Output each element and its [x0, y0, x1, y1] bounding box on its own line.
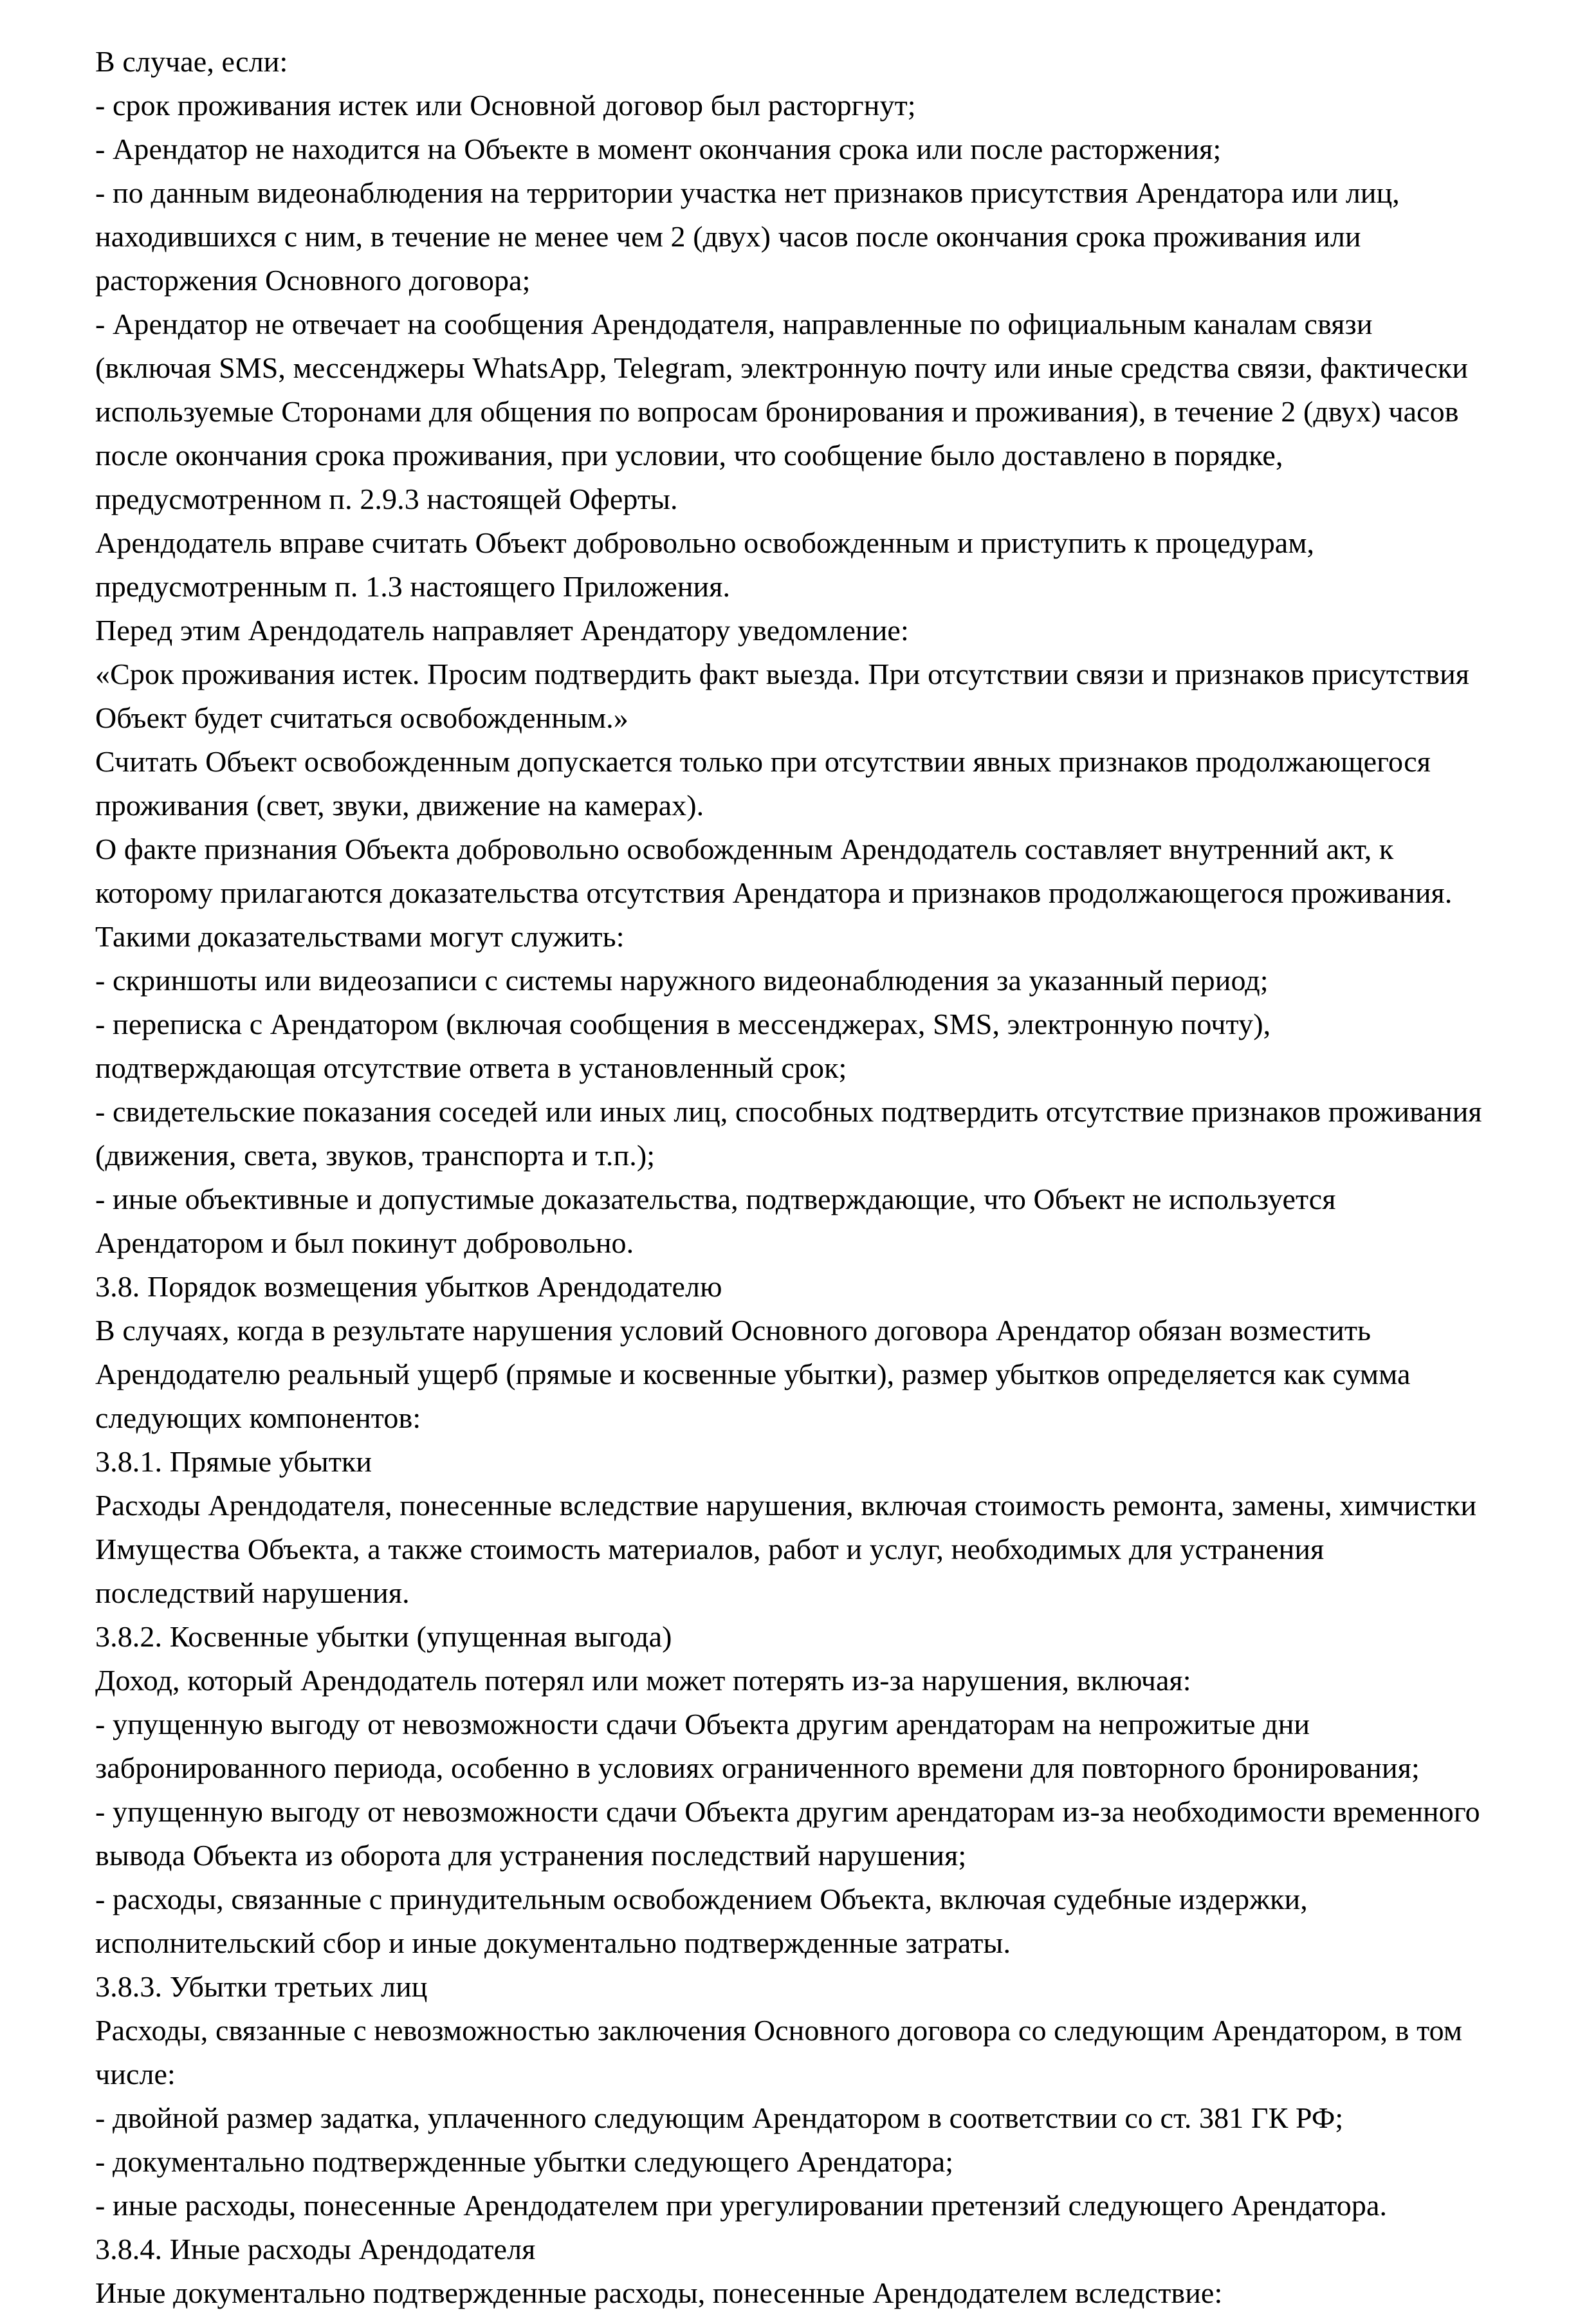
- paragraph-bullet: - упущенную выгоду от невозможности сдачи Объекта другим арендаторам из-за необходимости временного вывода Объекта из оборота для устранения последствий нарушения;: [95, 1795, 1480, 1872]
- paragraph-body: Расходы, связанные с невозможностью заключения Основного договора со следующим Арендатором, в том числе:: [95, 2014, 1463, 2090]
- paragraph-heading: 3.8.3. Убытки третьих лиц: [95, 1970, 428, 2003]
- paragraph-bullet: - упущенную выгоду от невозможности сдачи Объекта другим арендаторам на непрожитые дни забронированного периода, особенно в условиях ограниченного времени для повторного бронирования;: [95, 1708, 1420, 1784]
- paragraph-bullet: - Арендатор не отвечает на сообщения Арендодателя, направленные по официальным каналам связи (включая SMS, мессенджеры WhatsApp, Telegram, электронную почту или иные средства связи, фактически используемые Сторонами для общения по вопросам бронирования и проживания), в течение 2 (двух) часов после окончания срока проживания, при условии, что сообщение было доставлено в порядке, предусмотренном п. 2.9.3 настоящей Оферты.: [95, 308, 1469, 515]
- paragraph-bullet: - переписка с Арендатором (включая сообщения в мессенджерах, SMS, электронную почту), подтверждающая отсутствие ответа в установленный срок;: [95, 1008, 1271, 1084]
- paragraph-bullet: - по данным видеонаблюдения на территории участка нет признаков присутствия Арендатора или лиц, находившихся с ним, в течение не менее чем 2 (двух) часов после окончания срока проживания или расторжения Основного договора;: [95, 176, 1400, 297]
- paragraph-bullet: - скриншоты или видеозаписи с системы наружного видеонаблюдения за указанный период;: [95, 964, 1269, 997]
- paragraph-heading: 3.8. Порядок возмещения убытков Арендодателю: [95, 1270, 722, 1303]
- paragraph-bullet: - расходы, связанные с принудительным освобождением Объекта, включая судебные издержки, исполнительский сбор и иные документально подтвержденные затраты.: [95, 1883, 1308, 1959]
- paragraph-bullet: - двойной размер задатка, уплаченного следующим Арендатором в соответствии со ст. 381 ГК РФ;: [95, 2101, 1344, 2134]
- paragraph-quote: «Срок проживания истек. Просим подтвердить факт выезда. При отсутствии связи и признаков присутствия Объект будет считаться освобожденным.»: [95, 658, 1470, 734]
- document-text-body: [95, 40, 1486, 2315]
- paragraph-lead-in: В случае, если:: [95, 45, 288, 78]
- paragraph-body: Расходы Арендодателя, понесенные вследствие нарушения, включая стоимость ремонта, замены, химчистки Имущества Объекта, а также стоимость материалов, работ и услуг, необходимых для устранения последствий нарушения.: [95, 1489, 1477, 1609]
- paragraph-bullet: - срок проживания истек или Основной договор был расторгнут;: [95, 89, 916, 122]
- paragraph-body: Перед этим Арендодатель направляет Арендатору уведомление:: [95, 614, 909, 647]
- paragraph-heading: 3.8.4. Иные расходы Арендодателя: [95, 2233, 536, 2265]
- paragraph-body: Доход, который Арендодатель потерял или может потерять из-за нарушения, включая:: [95, 1664, 1191, 1697]
- paragraph-heading: 3.8.1. Прямые убытки: [95, 1445, 372, 1478]
- paragraph-body: Иные документально подтвержденные расходы, понесенные Арендодателем вследствие:: [95, 2276, 1223, 2309]
- paragraph-body: В случаях, когда в результате нарушения условий Основного договора Арендатор обязан возместить Арендодателю реальный ущерб (прямые и косвенные убытки), размер убытков определяется как сумма следующих компонентов:: [95, 1314, 1411, 1434]
- paragraph-bullet: - свидетельские показания соседей или иных лиц, способных подтвердить отсутствие признаков проживания (движения, света, звуков, транспорта и т.п.);: [95, 1095, 1482, 1172]
- paragraph-body: О факте признания Объекта добровольно освобожденным Арендодатель составляет внутренний акт, к которому прилагаются доказательства отсутствия Арендатора и признаков продолжающегося проживания. Такими доказательствами могут служить:: [95, 833, 1453, 953]
- paragraph-bullet: - Арендатор не находится на Объекте в момент окончания срока или после расторжения;: [95, 133, 1222, 165]
- paragraph-bullet: - иные объективные и допустимые доказательства, подтверждающие, что Объект не используется Арендатором и был покинут добровольно.: [95, 1183, 1336, 1259]
- paragraph-bullet: - документально подтвержденные убытки следующего Арендатора;: [95, 2145, 954, 2178]
- paragraph-bullet: - иные расходы, понесенные Арендодателем при урегулировании претензий следующего Арендатора.: [95, 2189, 1388, 2222]
- paragraph-heading: 3.8.2. Косвенные убытки (упущенная выгода): [95, 1620, 672, 1653]
- paragraph-body: Арендодатель вправе считать Объект добровольно освобожденным и приступить к процедурам, предусмотренным п. 1.3 настоящего Приложения.: [95, 526, 1315, 603]
- paragraph-body: Считать Объект освобожденным допускается только при отсутствии явных признаков продолжающегося проживания (свет, звуки, движение на камерах).: [95, 745, 1431, 822]
